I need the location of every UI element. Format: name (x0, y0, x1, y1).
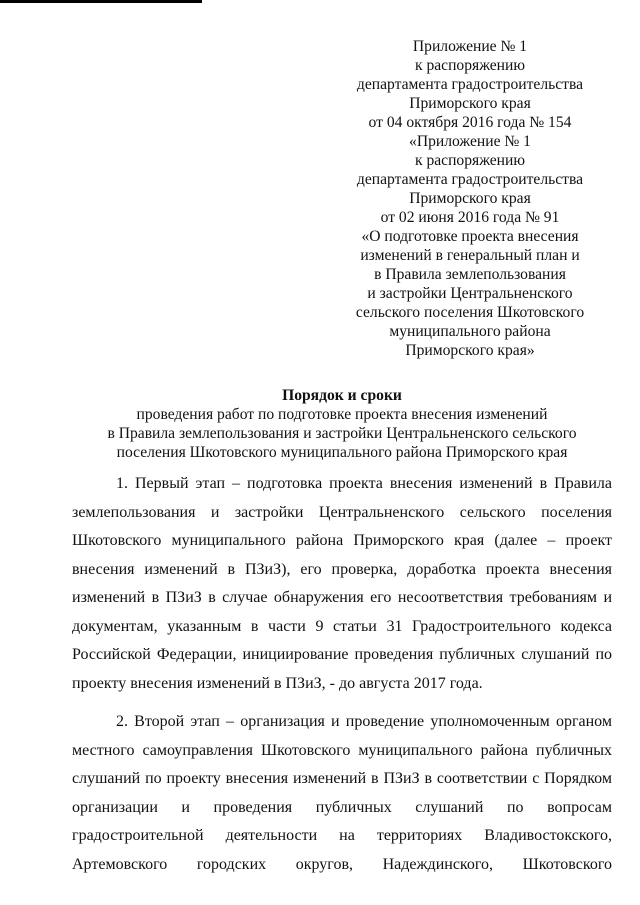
paragraph-line: землепользования и застройки Центральненского сельского поселения (72, 503, 612, 521)
appendix-line: от 04 октября 2016 года № 154 (368, 114, 572, 131)
appendix-line: «О подготовке проекта внесения (361, 228, 579, 245)
appendix-line: от 02 июня 2016 года № 91 (380, 209, 560, 226)
paragraph-line: 2. Второй этап – организация и проведение уполномоченным органом (116, 713, 612, 730)
paragraph-line: градостроительной деятельности на территориях Владивостокского, (72, 827, 612, 844)
document-body (72, 470, 612, 889)
subtitle-line: в Правила землепользования и застройки Центральненского сельского (107, 425, 577, 442)
appendix-line: сельского поселения Шкотовского (355, 304, 585, 321)
paragraph-line: организации и проведения публичных слушаний по вопросам (72, 798, 612, 816)
paragraph-line: Российской Федерации, инициирование проведения публичных слушаний по (72, 646, 612, 663)
body-paragraph (72, 470, 612, 698)
paragraph-line: Шкотовского муниципального района Приморского края (далее – проект (72, 532, 612, 549)
paragraph-line: изменений в ПЗиЗ в случае обнаружения его несоответствия требованиям и (72, 589, 612, 606)
appendix-line: Приморского края» (405, 342, 535, 359)
paragraph-line: проекту внесения изменений в ПЗиЗ, - до августа 2017 года. (72, 674, 483, 692)
scan-edge-mark (0, 0, 202, 3)
appendix-header-block (330, 37, 610, 360)
appendix-line: и застройки Центральненского (367, 285, 573, 302)
appendix-line: к распоряжению (414, 152, 526, 169)
paragraph-line: местного самоуправления Шкотовского муниципального района публичных (72, 741, 612, 759)
appendix-line: Приложение № 1 (412, 38, 528, 55)
appendix-line: «Приложение № 1 (409, 133, 531, 150)
document-title: Порядок и сроки (282, 387, 402, 404)
appendix-line: к распоряжению (414, 57, 526, 74)
paragraph-line: внесения изменений в ПЗиЗ), его проверка, доработка проекта внесения (72, 560, 612, 578)
appendix-line: изменений в генеральный план и (360, 247, 580, 264)
appendix-line: департамента градостроительства (356, 171, 584, 188)
appendix-line: Приморского края (409, 190, 531, 207)
paragraph-line: Артемовского городских округов, Надеждинского, Шкотовского (72, 855, 612, 873)
appendix-line: департамента градостроительства (356, 76, 584, 93)
paragraph-line: документам, указанным в части 9 статьи 31 Градостроительного кодекса (72, 617, 612, 635)
document-subtitle (72, 405, 612, 462)
paragraph-line: 1. Первый этап – подготовка проекта внесения изменений в Правила (116, 475, 612, 492)
body-paragraph (72, 708, 612, 879)
subtitle-line: проведения работ по подготовке проекта внесения изменений (136, 406, 548, 423)
appendix-line: в Правила землепользования (374, 266, 566, 283)
paragraph-line: слушаний по проекту внесения изменений в ПЗиЗ в соответствии с Порядком (72, 770, 612, 787)
appendix-line: муниципального района (389, 323, 551, 340)
subtitle-line: поселения Шкотовского муниципального района Приморского края (116, 444, 568, 461)
document-heading (72, 386, 612, 462)
appendix-line: Приморского края (409, 95, 531, 112)
